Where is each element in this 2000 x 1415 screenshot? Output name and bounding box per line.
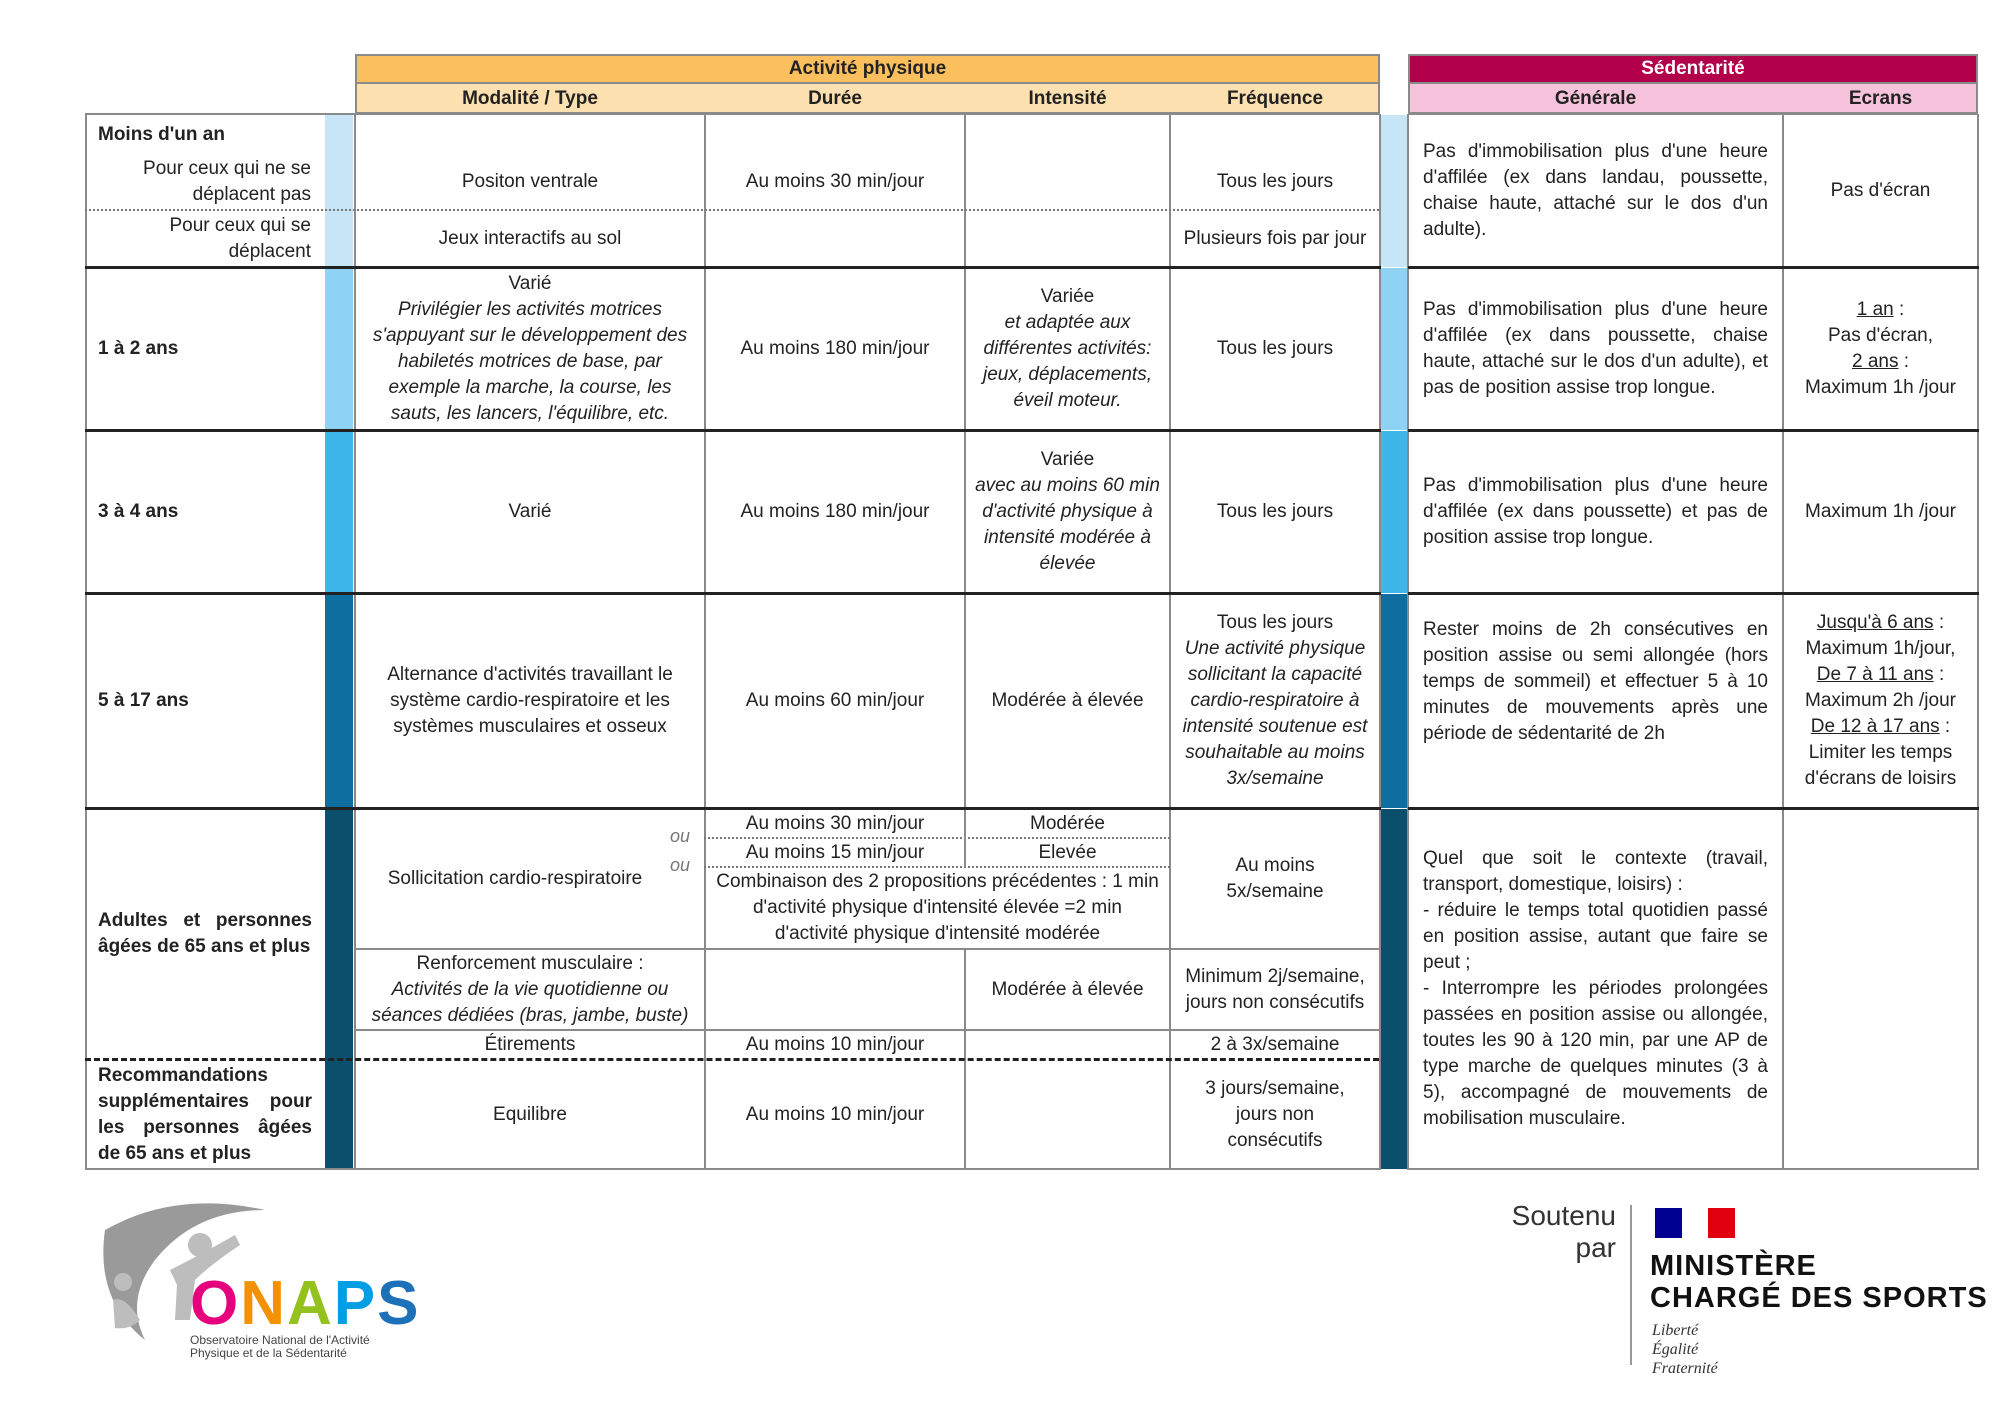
row4-ecr-2: Maximum 1h/jour, bbox=[1805, 638, 1956, 659]
devise-3: Fraternité bbox=[1652, 1360, 1718, 1377]
row5-renfo bbox=[355, 950, 705, 1029]
ministere-line-1: MINISTÈRE bbox=[1650, 1250, 1817, 1282]
row1-sub1-duree: Au moins 30 min/jour bbox=[745, 171, 925, 192]
row2-freq: Tous les jours bbox=[1216, 338, 1334, 359]
row1-sub1-freq: Tous les jours bbox=[1216, 171, 1334, 192]
row5-etir: Étirements bbox=[484, 1033, 576, 1055]
row6-type: Equilibre bbox=[493, 1104, 567, 1125]
row3-generale: Pas d'immobilisation plus d'une heure d'affilée (ex dans poussette) et pas de position assise trop longue. bbox=[1423, 475, 1768, 548]
row6-freq: 3 jours/semaine, jours non consécutifs bbox=[1205, 1078, 1345, 1151]
row2-ecr-1: 1 an bbox=[1856, 299, 1894, 320]
row2-generale: Pas d'immobilisation plus d'une heure d'affilée (ex dans poussette, chaise haute, attaché sur le dos d'un adulte), et pas de position assise trop longue. bbox=[1423, 299, 1768, 398]
row3-freq: Tous les jours bbox=[1216, 501, 1334, 522]
row1-ecrans: Pas d'écran bbox=[1830, 179, 1931, 201]
row5-d1: Au moins 30 min/jour bbox=[745, 812, 925, 834]
age-strip-4 bbox=[325, 594, 353, 808]
row5-renfo-int: Modérée à élevée bbox=[991, 978, 1144, 1000]
row3-intensite bbox=[965, 432, 1170, 592]
sed-strip-2 bbox=[1380, 268, 1408, 430]
row5-renfo-freq: Minimum 2j/semaine, jours non consécutifs bbox=[1185, 965, 1365, 1013]
row4-freq-b: Une activité physique sollicitant la capacité cardio-respiratoire à intensité soutenue est souhaitable au moins 3x/semaine bbox=[1182, 638, 1368, 789]
row4-ecr-6: Limiter les temps d'écrans de loisirs bbox=[1804, 742, 1957, 789]
row1-sub2-type: Jeux interactifs au sol bbox=[438, 228, 622, 249]
col-ecrans: Ecrans bbox=[1848, 88, 1913, 109]
row5-etir-freq: 2 à 3x/semaine bbox=[1210, 1033, 1340, 1055]
row2-ecr-2: Pas d'écran, bbox=[1827, 325, 1934, 346]
col-generale: Générale bbox=[1554, 88, 1637, 109]
row1-sub1-label: Pour ceux qui ne se déplacent pas bbox=[143, 158, 311, 205]
row5-i1: Modérée bbox=[1030, 812, 1105, 834]
row4-intensite: Modérée à élevée bbox=[991, 690, 1144, 711]
sed-strip-5 bbox=[1380, 809, 1408, 1169]
ministere-line-2: CHARGÉ DES SPORTS bbox=[1650, 1282, 1988, 1314]
row4-ecr-3: De 7 à 11 ans bbox=[1816, 664, 1934, 685]
col-frequence: Fréquence bbox=[1226, 88, 1324, 109]
row4-ecrans: Jusqu'à 6 ans : Maximum 1h/jour, De 7 à 11 ans : Maximum 2h /jour De 12 à 17 ans : Limiter les temps d'écrans de loisirs bbox=[1783, 595, 1978, 807]
row2-ecr-4: Maximum 1h /jour bbox=[1805, 377, 1956, 398]
footer-divider bbox=[1630, 1205, 1632, 1365]
row5-cardio: Sollicitation cardio-respiratoire bbox=[387, 868, 643, 889]
row5-ou-2: ou bbox=[670, 855, 691, 875]
row2-duree: Au moins 180 min/jour bbox=[740, 338, 930, 359]
row1-sub2-label: Pour ceux qui se déplacent bbox=[169, 215, 311, 262]
row4-freq-a: Tous les jours bbox=[1216, 612, 1334, 633]
row1-generale: Pas d'immobilisation plus d'une heure d'affilée (ex dans landau, poussette, chaise haute, attaché sur le dos d'un adulte). bbox=[1423, 140, 1768, 240]
row2-type bbox=[355, 269, 705, 429]
row3-duree: Au moins 180 min/jour bbox=[740, 501, 930, 522]
par-text: par bbox=[1575, 1232, 1616, 1263]
row5-generale: Quel que soit le contexte (travail, transport, domestique, loisirs) : - réduire le temps total quotidien passé en position assise, autant que faire se peut ; - Interrompre les périodes prolongées passées en position assise ou allongée, toutes les 90 à 120 min, par une AP de type marche de quelques minutes (3 à 5), accompagné de mouvements de mobilisation musculaire. bbox=[1423, 848, 1768, 1129]
row5-renfo-b: Activités de la vie quotidienne ou séances dédiées (bras, jambe, buste) bbox=[371, 978, 689, 1026]
age-strip-5 bbox=[325, 809, 353, 1169]
row2-ecrans: 1 an : Pas d'écran, 2 ans : Maximum 1h /jour bbox=[1783, 269, 1978, 429]
row-label-adultes: Adultes et personnes âgées de 65 ans et plus bbox=[98, 910, 312, 957]
row-label-recommandations: Recommandations supplémentaires pour les personnes âgées de 65 ans et plus bbox=[98, 1065, 312, 1164]
age-strip-3 bbox=[325, 431, 353, 593]
row3-int-b: avec au moins 60 min d'activité physique à intensité modérée à élevée bbox=[975, 475, 1160, 574]
row-label-3-4-ans: 3 à 4 ans bbox=[98, 501, 179, 522]
row1-sub2-freq: Plusieurs fois par jour bbox=[1183, 228, 1367, 249]
age-strip-2 bbox=[325, 268, 353, 430]
row2-int-a: Variée bbox=[1040, 286, 1095, 307]
row4-ecr-1: Jusqu'à 6 ans bbox=[1816, 612, 1934, 633]
row5-renfo-a: Renforcement musculaire : bbox=[416, 952, 644, 974]
row4-type: Alternance d'activités travaillant le système cardio-respiratoire et les systèmes musculaires et osseux bbox=[387, 664, 673, 737]
sed-strip-1 bbox=[1380, 115, 1408, 267]
devise-1: Liberté bbox=[1652, 1322, 1699, 1339]
age-strip-1 bbox=[325, 115, 353, 267]
row2-type-a: Varié bbox=[508, 273, 552, 294]
row3-int-a: Variée bbox=[1040, 449, 1095, 470]
sed-strip-4 bbox=[1380, 594, 1408, 808]
row-label-moins-un-an: Moins d'un an bbox=[98, 124, 225, 145]
onaps-name: ONAPS bbox=[190, 1269, 421, 1338]
col-duree: Durée bbox=[808, 88, 862, 109]
row-label-5-17-ans: 5 à 17 ans bbox=[98, 690, 189, 711]
row4-ecr-5: De 12 à 17 ans bbox=[1810, 716, 1940, 737]
row2-intensite bbox=[965, 269, 1170, 429]
row4-ecr-4: Maximum 2h /jour bbox=[1805, 690, 1956, 711]
row5-etir-duree: Au moins 10 min/jour bbox=[745, 1033, 925, 1055]
row5-i2: Elevée bbox=[1038, 841, 1097, 863]
devise-2: Égalité bbox=[1652, 1341, 1699, 1358]
row4-generale: Rester moins de 2h consécutives en position assise ou semi allongée (hors temps de sommeil) et effectuer 5 à 10 minutes de mouvements après une période de sédentarité de 2h bbox=[1423, 619, 1768, 744]
soutenu-text: Soutenu bbox=[1511, 1200, 1616, 1231]
row1-sub1-type: Positon ventrale bbox=[461, 171, 599, 192]
onaps-logo bbox=[85, 1200, 465, 1370]
row6-duree: Au moins 10 min/jour bbox=[745, 1104, 925, 1125]
col-intensite: Intensité bbox=[1028, 88, 1107, 109]
row-label-1-2-ans: 1 à 2 ans bbox=[98, 338, 179, 359]
row5-freq-cardio: Au moins 5x/semaine bbox=[1226, 855, 1324, 902]
row2-ecr-3: 2 ans bbox=[1851, 351, 1899, 372]
row4-duree: Au moins 60 min/jour bbox=[745, 690, 925, 711]
row5-d2: Au moins 15 min/jour bbox=[745, 841, 925, 863]
row5-combi: Combinaison des 2 propositions précédentes : 1 min d'activité physique d'intensité élevée =2 min d'activité physique d'intensité modérée bbox=[706, 868, 1169, 948]
row4-freq bbox=[1170, 595, 1380, 807]
header-activite-physique: Activité physique bbox=[355, 54, 1380, 84]
header-sedentarite: Sédentarité bbox=[1408, 54, 1978, 84]
sed-strip-3 bbox=[1380, 431, 1408, 593]
row5-ou-1: ou bbox=[670, 826, 691, 846]
onaps-sub: Observatoire National de l'Activité Physique et de la Sédentarité bbox=[190, 1333, 370, 1360]
col-modalite-type: Modalité / Type bbox=[462, 88, 598, 109]
row3-ecrans: Maximum 1h /jour bbox=[1805, 501, 1956, 522]
row3-type: Varié bbox=[508, 501, 552, 522]
row2-type-b: Privilégier les activités motrices s'appuyant sur le développement des habiletés motrices de base, par exemple la marche, la course, les sauts, les lancers, l'équilibre, etc. bbox=[372, 299, 688, 424]
row2-int-b: et adaptée aux différentes activités: jeux, déplacements, éveil moteur. bbox=[983, 312, 1152, 411]
marianne-flag-icon bbox=[1655, 1208, 1735, 1238]
